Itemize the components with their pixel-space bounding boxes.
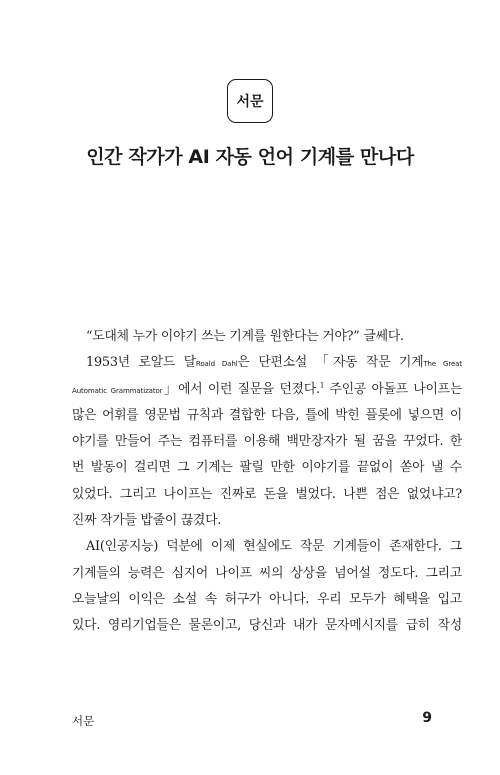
- running-footer-section: 서문: [72, 714, 95, 728]
- text-line: AI(인공지능) 덕분에 이제 현실에도 작문 기계들이 존재한다. 그: [86, 539, 462, 555]
- story-title-en: The Great: [423, 360, 463, 369]
- chapter-badge-label: 서문: [236, 94, 264, 110]
- text-line: Automatic Grammatizator」에서 이런 질문을 던졌다.$^1$ 주인공 아돌프 나이프는: [72, 381, 462, 397]
- page-number: 9: [422, 710, 432, 726]
- chapter-title: 인간 작가가 AI 자동 언어 기계를 만나다: [86, 146, 414, 168]
- text-line: 오늘날의 이익은 소설 속 허구가 아니다. 우리 모두가 혜택을 입고: [72, 591, 462, 607]
- text-line: 있었다. 그리고 나이프는 진짜로 돈을 벌었다. 나쁜 점은 없었냐고?: [72, 486, 462, 502]
- footnote-marker: 1: [319, 381, 325, 390]
- chapter-badge: [227, 79, 273, 123]
- story-title-en-cont: Automatic Grammatizator: [72, 386, 163, 395]
- text-line: 진짜 작가들 밥줄이 끊겼다.: [72, 513, 222, 529]
- text-line: 많은 어휘를 영문법 규칙과 결합한 다음, 틀에 박힌 플롯에 넣으면 이: [72, 407, 462, 423]
- text-line: 1953년 로알드 달Roald Dahl은 단편소설 「자동 작문 기계The Great: [86, 355, 463, 371]
- text-line: 야기를 만들어 주는 컴퓨터를 이용해 백만장자가 될 꿈을 꾸었다. 한: [72, 434, 462, 450]
- text-line: “도대체 누가 이야기 쓰는 기계를 원한다는 거야?” 글쎄다.: [86, 329, 404, 344]
- author-name-en: Roald Dahl: [195, 360, 238, 369]
- body-text: [72, 324, 462, 640]
- text-line: 기계들의 능력은 심지어 나이프 씨의 상상을 넘어설 정도다. 그리고: [72, 565, 462, 581]
- text-line: 번 발동이 걸리면 그 기계는 팔릴 만한 이야기를 끝없이 쏟아 낼 수: [72, 460, 462, 476]
- text-line: 있다. 영리기업들은 물론이고, 당신과 내가 문자메시지를 급히 작성: [72, 618, 462, 634]
